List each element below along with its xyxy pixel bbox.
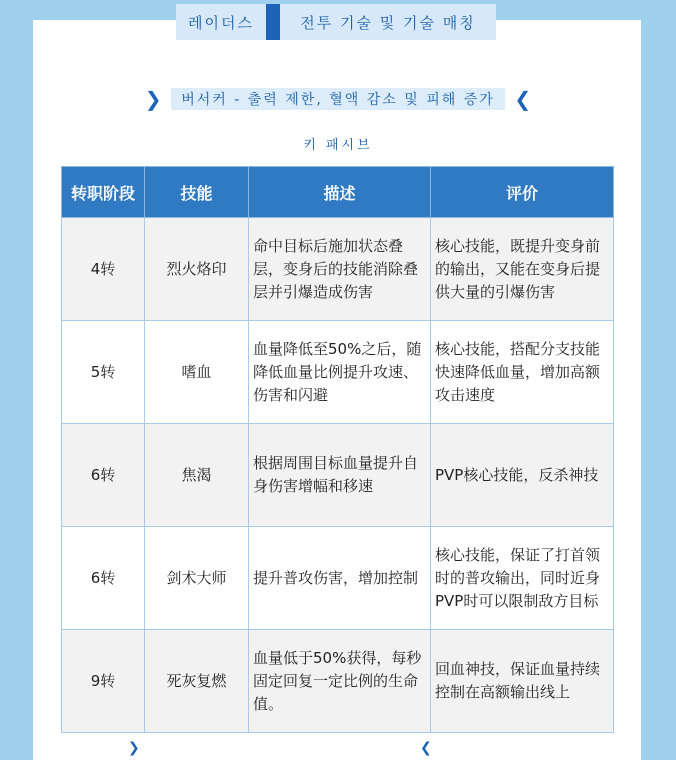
chevron-right-icon: ❯: [144, 87, 162, 111]
table-header-row: [62, 167, 614, 218]
cell-description: 提升普攻伤害，增加控制: [249, 527, 431, 630]
cell-skill: 死灰复燃: [145, 630, 249, 733]
column-header-skill: 技能: [145, 167, 249, 218]
column-header-evaluation: 评价: [431, 167, 614, 218]
subheading-key-passive: 키 패시브: [303, 138, 373, 153]
cell-evaluation: PVP核心技能，反杀神技: [431, 424, 614, 527]
cell-stage: 5转: [62, 321, 145, 424]
cell-skill: 嗜血: [145, 321, 249, 424]
table-row: [62, 321, 614, 424]
cell-skill: 烈火烙印: [145, 218, 249, 321]
chevron-right-icon: ❯: [128, 740, 140, 756]
table-row: [62, 527, 614, 630]
cell-evaluation: 核心技能，既提升变身前的输出，又能在变身后提供大量的引爆伤害: [431, 218, 614, 321]
skill-table: [61, 166, 614, 733]
chevron-left-icon: ❮: [514, 87, 532, 111]
chevron-left-icon: ❮: [420, 740, 432, 756]
cell-stage: 4转: [62, 218, 145, 321]
cell-skill: 剑术大师: [145, 527, 249, 630]
column-header-stage: 转职阶段: [62, 167, 145, 218]
cell-description: 血量低于50%获得，每秒固定回复一定比例的生命值。: [249, 630, 431, 733]
cell-stage: 6转: [62, 424, 145, 527]
cell-description: 根据周围目标血量提升自身伤害增幅和移速: [249, 424, 431, 527]
header-tabs: [176, 4, 496, 40]
cell-evaluation: 核心技能，搭配分支技能快速降低血量，增加高额攻击速度: [431, 321, 614, 424]
cell-stage: 9转: [62, 630, 145, 733]
tab-combat-skills[interactable]: 전투 기술 및 기술 매칭: [280, 4, 496, 40]
cell-skill: 焦渴: [145, 424, 249, 527]
cell-evaluation: 核心技能，保证了打首领时的普攻输出，同时近身PVP时可以限制敌方目标: [431, 527, 614, 630]
column-header-description: 描述: [249, 167, 431, 218]
table-row: [62, 218, 614, 321]
table-row: [62, 424, 614, 527]
section-title: [0, 86, 676, 112]
tab-divider: [266, 4, 280, 40]
tab-raiders[interactable]: 레이더스: [176, 4, 266, 40]
table-row: [62, 630, 614, 733]
cell-stage: 6转: [62, 527, 145, 630]
cell-description: 命中目标后施加状态叠层，变身后的技能消除叠层并引爆造成伤害: [249, 218, 431, 321]
section-title-text: 버서커 - 출력 제한, 혈액 감소 및 피해 증가: [171, 88, 505, 110]
cell-evaluation: 回血神技，保证血量持续控制在高额输出线上: [431, 630, 614, 733]
cell-description: 血量降低至50%之后，随降低血量比例提升攻速、伤害和闪避: [249, 321, 431, 424]
